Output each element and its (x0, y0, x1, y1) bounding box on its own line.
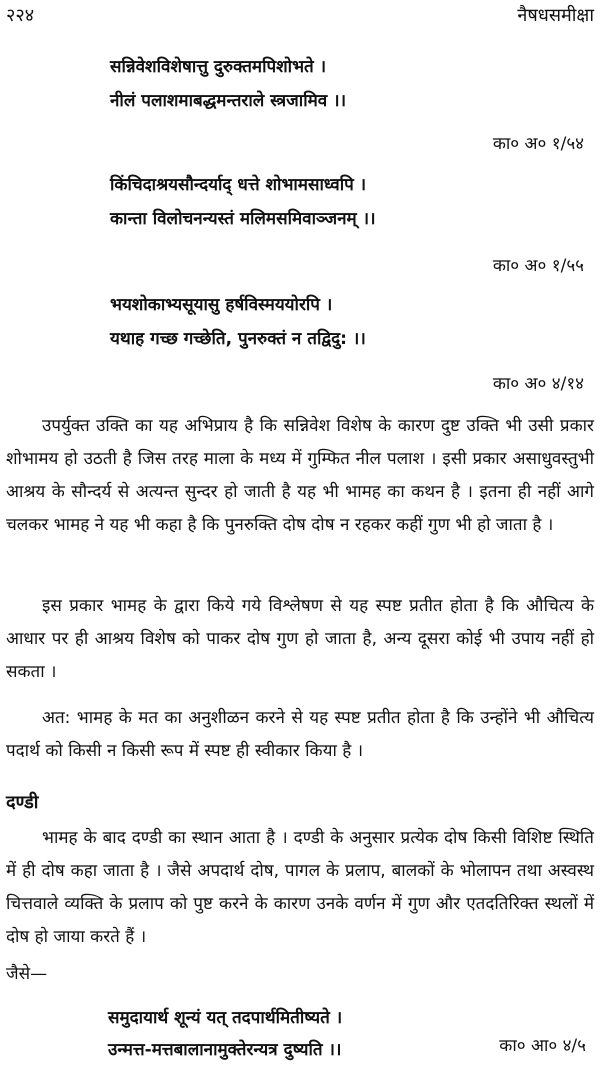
verse-citation-3: का० अ० ४/१४ (492, 374, 584, 394)
example-intro-text: जैसे— (6, 964, 48, 984)
verse-line: नीलं पलाशमाबद्धमन्तराले स्त्रजामिव ।। (110, 91, 347, 111)
paragraph-text: अत: भामह के मत का अनुशीळन करने से यह स्पष्ट प्रतीत होता है कि उन्होंने भी औचित्य पदार्थ को किसी न किसी रूप में स्पष्ट ही स्वीकार किया है । (6, 708, 594, 761)
verse-block-3 (110, 288, 366, 356)
verse-line: यथाह गच्छ गच्छेति, पुनरुक्तं न तद्विदु: ।। (110, 329, 366, 349)
body-paragraph-2 (6, 590, 594, 689)
verse-line: सन्निवेशविशेषात्तु दुरुक्तमपिशोभते । (110, 57, 327, 77)
verse-line: किंचिदाश्रयसौन्दर्याद् धत्ते शोभामसाध्वपि । (110, 175, 367, 195)
verse-line: भयशोकाभ्यसूयासु हर्षविस्मययोरपि । (110, 295, 333, 315)
verse-citation-4: का० आ० ४/५ (499, 1036, 586, 1056)
running-title: नैषधसमीक्षा (517, 5, 594, 26)
body-paragraph-1 (6, 410, 594, 542)
verse-line: समुदायार्थ शून्यं यत् तदपार्थमितीष्यते । (108, 1008, 343, 1028)
body-paragraph-3 (6, 702, 594, 768)
verse-line: कान्ता विलोचनन्यस्तं मलिमसमिवाञ्जनम् ।। (110, 209, 376, 229)
verse-block-1 (110, 50, 346, 118)
verse-block-4 (108, 1002, 342, 1066)
paragraph-text: भामह के बाद दण्डी का स्थान आता है । दण्डी के अनुसार प्रत्येक दोष किसी विशिष्ट स्थिति में ही दोष कहा जाता है । जैसे अपदार्थ दोष, पागल के प्रलाप, बालकों के भोलापन तथा अस्वस्थ चित्तवाले व्यक्ति के प्रलाप को पुष्ट करने के कारण उनके वर्णन में गुण और एतदतिरिक्त स्थलों में दोष हो जाया करते हैं । (6, 828, 594, 947)
paragraph-text: उपर्युक्त उक्ति का यह अभिप्राय है कि सन्निवेश विशेष के कारण दुष्ट उक्ति भी उसी प्रकार शोभामय हो उठती है जिस तरह माला के मध्य में गुम्फित नील पलाश । इसी प्रकार असाधुवस्तुभी आश्रय के सौन्दर्य से अत्यन्त सुन्दर हो जाती है यह भी भामह का कथन है । इतना ही नहीं आगे चलकर भामह ने यह भी कहा है कि पुनरुक्ति दोष दोष न रहकर कहीं गुण भी हो जाता है । (6, 416, 594, 535)
verse-line: उन्मत्त-मत्तबालानामुक्तेरन्यत्र दुष्यति ।। (108, 1040, 342, 1060)
verse-citation-1: का० अ० १/५४ (492, 134, 584, 154)
body-paragraph-4 (6, 822, 594, 954)
page-number: २२४ (6, 5, 35, 26)
section-heading: दण्डी (6, 792, 39, 813)
example-intro (6, 958, 594, 991)
verse-citation-2: का० अ० १/५५ (492, 256, 584, 276)
verse-block-2 (110, 168, 376, 236)
paragraph-text: इस प्रकार भामह के द्वारा किये गये विश्लेषण से यह स्पष्ट प्रतीत होता है कि औचित्य के आधार पर ही आश्रय विशेष को पाकर दोष गुण हो जाता है, अन्य दूसरा कोई भी उपाय नहीं हो सकता । (6, 596, 594, 682)
